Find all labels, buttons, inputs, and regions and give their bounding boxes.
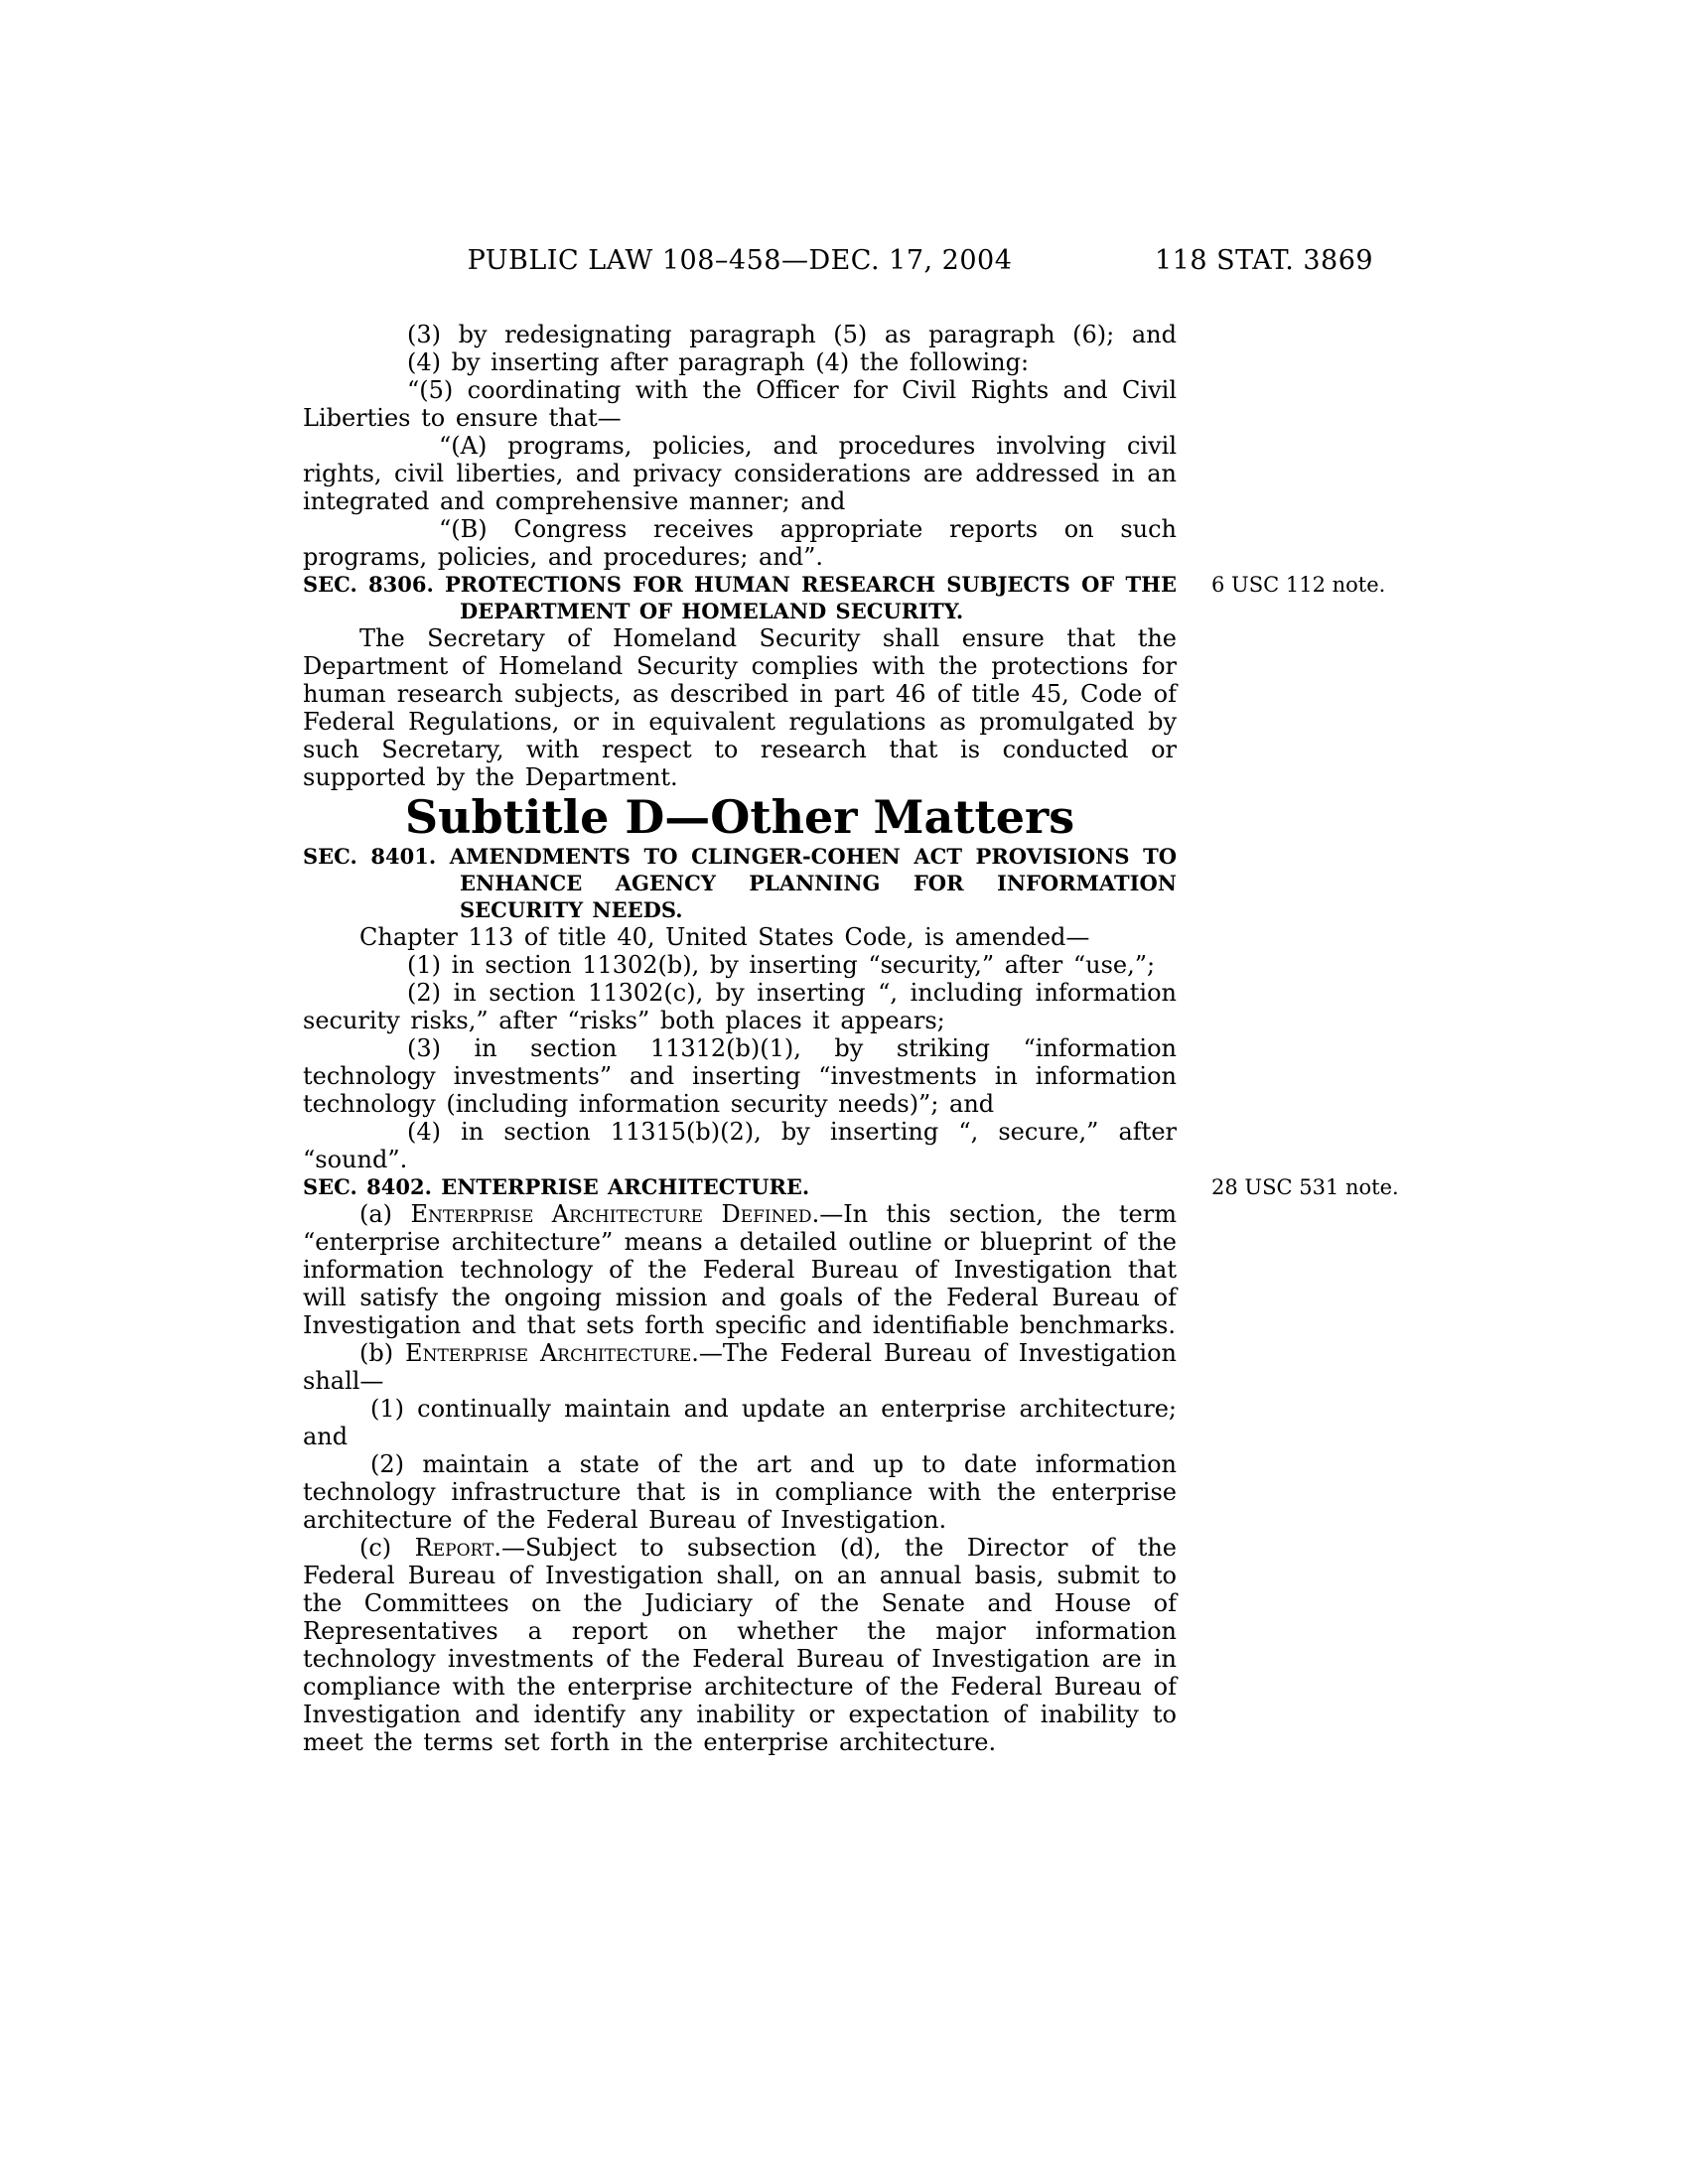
section-8402-item-b1: (1) continually maintain and update an enterprise architecture; and	[303, 1395, 1177, 1450]
subsection-c-number: (c)	[359, 1534, 415, 1562]
subsection-b-number: (b)	[359, 1339, 406, 1367]
section-8402-heading	[303, 1173, 1399, 1200]
section-8401-heading: SEC. 8401. AMENDMENTS TO CLINGER-COHEN ACT PROVISIONS TO ENHANCE AGENCY PLANNING FOR INFORMATION SECURITY NEEDS.	[303, 844, 1177, 922]
statute-text-column	[303, 321, 1399, 1756]
section-8401-intro: Chapter 113 of title 40, United States Code, is amended—	[359, 923, 1090, 951]
amendment-clause-3: (3) by redesignating paragraph (5) as paragraph (6); and	[407, 321, 1177, 348]
subsection-a-number: (a)	[359, 1200, 411, 1228]
subsection-b-catchline: Enterprise Architecture	[405, 1339, 692, 1367]
quoted-subparagraph-a: “(A) programs, policies, and procedures involving civil rights, civil liberties, and privacy considerations are addressed in an integrated and comprehensive manner; and	[303, 432, 1177, 515]
margin-note-6-usc-112: 6 USC 112 note.	[1211, 573, 1386, 597]
stat-page-number: 118 STAT. 3869	[1155, 245, 1374, 276]
public-law-title: PUBLIC LAW 108–458—DEC. 17, 2004	[467, 245, 1013, 276]
subsection-b-text: .—The Federal Bureau of Investigation shall—	[303, 1339, 1178, 1395]
section-8402-item-b2: (2) maintain a state of the art and up to date information technology infrastructure that is in compliance with the enterprise architecture of the Federal Bureau of Investigation.	[303, 1450, 1177, 1534]
section-8402-subsection-a	[303, 1200, 1177, 1339]
subsection-c-text: .—Subject to subsection (d), the Director of the Federal Bureau of Investigation shall, on an annual basis, submit to the Committees on the Judiciary of the Senate and House of Representatives a report on whether the major information technology investments of the Federal Bureau of Investigation are in compliance with the enterprise architecture of the Federal Bureau of Investigation and identify any inability or expectation of inability to meet the terms set forth in the enterprise architecture.	[303, 1534, 1178, 1756]
subsection-c-catchline: Report	[414, 1534, 494, 1562]
amendment-clause-4: (4) by inserting after paragraph (4) the following:	[407, 348, 1030, 376]
quoted-paragraph-5: “(5) coordinating with the Officer for Civil Rights and Civil Liberties to ensure that—	[303, 376, 1177, 432]
section-8306-body: The Secretary of Homeland Security shall ensure that the Department of Homeland Security complies with the protections for human research subjects, as described in part 46 of title 45, Code of Federal Regulations, or in equivalent regulations as promulgated by such Secretary, with respect to research that is conducted or supported by the Department.	[303, 624, 1177, 791]
quoted-subparagraph-b: “(B) Congress receives appropriate reports on such programs, policies, and procedures; and”.	[303, 515, 1177, 571]
subsection-a-catchline: Enterprise Architecture Defined	[410, 1200, 812, 1228]
section-8402-subsection-b	[303, 1339, 1177, 1395]
section-8401-item-1: (1) in section 11302(b), by inserting “security,” after “use,”;	[407, 951, 1156, 979]
subsection-a-text: .—In this section, the term “enterprise architecture” means a detailed outline or blueprint of the information technology of the Federal Bureau of Investigation that will satisfy the ongoing mission and goals of the Federal Bureau of Investigation and that sets forth specific and identifiable benchmarks.	[303, 1200, 1177, 1339]
subtitle-d-heading: Subtitle D—Other Matters	[404, 790, 1075, 844]
section-8402-subsection-c	[303, 1534, 1177, 1756]
section-8306-heading	[303, 571, 1386, 624]
section-8402-heading-text: SEC. 8402. ENTERPRISE ARCHITECTURE.	[303, 1174, 810, 1199]
section-8306-heading-text: SEC. 8306. PROTECTIONS FOR HUMAN RESEARCH SUBJECTS OF THE DEPARTMENT OF HOMELAND SECURITY.	[303, 572, 1177, 623]
margin-note-28-usc-531: 28 USC 531 note.	[1211, 1175, 1399, 1199]
section-8401-item-2: (2) in section 11302(c), by inserting “, including information security risks,” after “risks” both places it appears;	[303, 979, 1177, 1034]
section-8401-item-4: (4) in section 11315(b)(2), by inserting “, secure,” after “sound”.	[303, 1118, 1177, 1173]
section-8401-item-3: (3) in section 11312(b)(1), by striking “information technology investments” and inserting “investments in information technology (including information security needs)”; and	[303, 1034, 1177, 1118]
